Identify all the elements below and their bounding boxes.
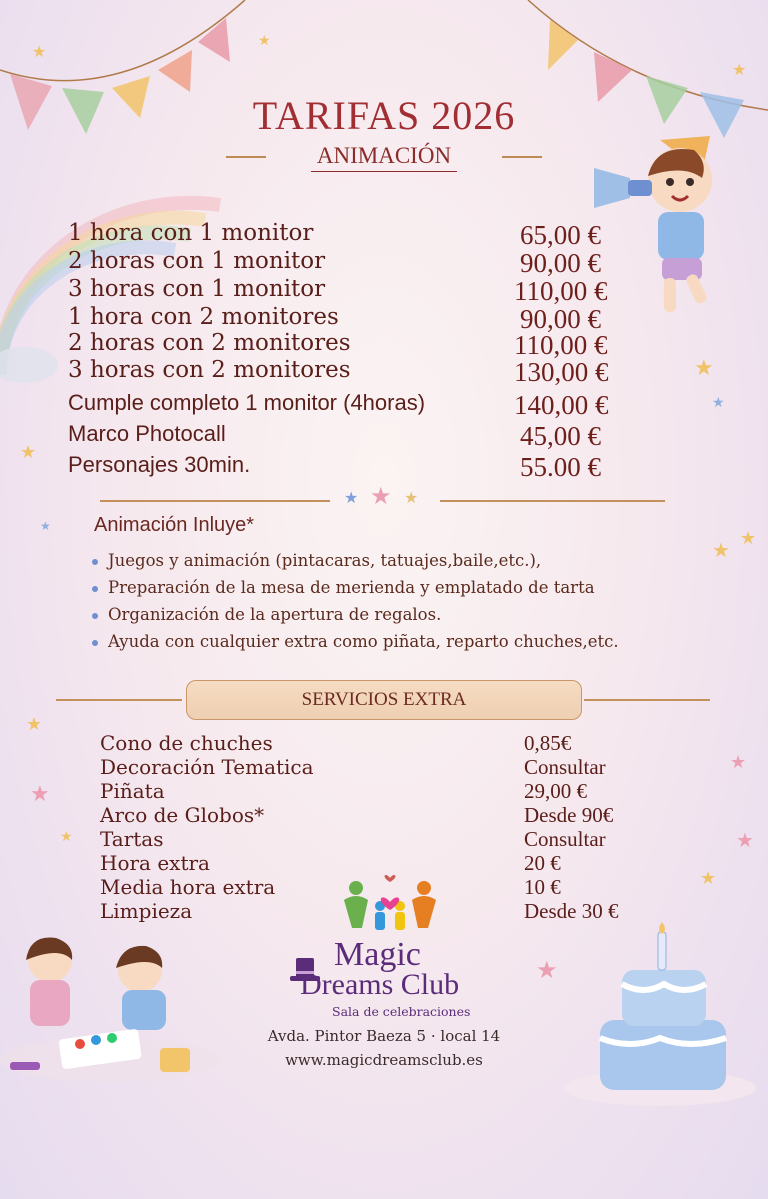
price-value: 45,00 €: [520, 421, 601, 451]
price-label: 1 hora con 1 monitor: [68, 220, 314, 246]
star-icon: ★: [732, 60, 747, 79]
extra-value: Consultar: [524, 755, 606, 779]
banner-line-right: [584, 699, 710, 701]
star-icon: ★: [258, 33, 271, 49]
price-label: Cumple completo 1 monitor (4horas): [68, 390, 426, 415]
price-value: 110,00 €: [514, 276, 608, 306]
list-item: Organización de la apertura de regalos.: [92, 605, 619, 632]
extra-label: Piñata: [100, 779, 165, 803]
includes-title: Animación Inluye*: [94, 514, 255, 536]
price-value: 65,00 €: [520, 220, 601, 250]
price-label: Marco Photocall: [68, 421, 226, 446]
extra-label: Hora extra: [100, 851, 210, 875]
price-value: 55.00 €: [520, 452, 601, 482]
star-icon: ★: [30, 782, 50, 807]
website-link[interactable]: www.magicdreamsclub.es: [285, 1051, 483, 1069]
address: Avda. Pintor Baeza 5 · local 14: [267, 1027, 501, 1045]
star-icon: ★: [730, 752, 747, 773]
extra-value: 29,00 €: [524, 779, 587, 803]
logo-tagline: Sala de celebraciones: [332, 1004, 471, 1019]
birthday-cake-illustration: [560, 920, 760, 1110]
price-row: [68, 390, 638, 418]
extra-row: [100, 779, 660, 803]
extra-row: [100, 731, 660, 755]
page-title: TARIFAS 2026: [252, 93, 516, 138]
page-subtitle: ANIMACIÓN: [311, 143, 457, 172]
price-row: [68, 248, 638, 276]
logo-text-magic: Magic: [334, 936, 421, 973]
extra-value: 10 €: [524, 875, 561, 899]
price-label: 3 horas con 1 monitor: [68, 276, 326, 302]
extra-label: Cono de chuches: [100, 731, 273, 755]
extra-value: 20 €: [524, 851, 561, 875]
banner-line-left: [56, 699, 182, 701]
price-row: [68, 304, 638, 332]
extra-value: Desde 90€: [524, 803, 614, 827]
price-label: 2 horas con 1 monitor: [68, 248, 326, 274]
list-item: Ayuda con cualquier extra como piñata, reparto chuches,etc.: [92, 632, 619, 659]
extra-value: 0,85€: [524, 731, 572, 755]
price-label: 3 horas con 2 monitores: [68, 357, 351, 383]
price-label: Personajes 30min.: [68, 452, 251, 477]
price-row: [68, 357, 638, 385]
extra-label: Arco de Globos*: [100, 803, 265, 827]
price-row: [68, 220, 638, 248]
star-icon: ★: [20, 442, 37, 463]
star-icon: ★: [370, 482, 392, 510]
section-divider-right: [440, 500, 665, 502]
star-icon: ★: [60, 829, 73, 845]
star-icon: ★: [32, 42, 47, 61]
star-icon: ★: [536, 956, 558, 984]
star-icon: ★: [736, 828, 754, 852]
includes-list: [92, 551, 619, 659]
price-label: 1 hora con 2 monitores: [68, 304, 339, 330]
star-icon: ★: [404, 488, 419, 507]
price-label: 2 horas con 2 monitores: [68, 330, 351, 356]
extra-row: [100, 803, 660, 827]
star-icon: ★: [344, 488, 359, 507]
price-value: 130,00 €: [514, 357, 609, 387]
star-icon: ★: [700, 868, 717, 889]
star-icon: ★: [694, 356, 714, 381]
price-row: [68, 452, 638, 480]
price-row: [68, 330, 638, 358]
price-row: [68, 276, 638, 304]
price-row: [68, 421, 638, 449]
extra-value: Consultar: [524, 827, 606, 851]
price-value: 90,00 €: [520, 304, 601, 334]
section-divider-left: [100, 500, 330, 502]
list-item: Juegos y animación (pintacaras, tatuajes,baile,etc.),: [92, 551, 619, 578]
extra-row: [100, 827, 660, 851]
price-value: 90,00 €: [520, 248, 601, 278]
kids-painting-illustration: [0, 930, 250, 1090]
star-icon: ★: [712, 538, 730, 562]
star-icon: ★: [712, 395, 725, 411]
extra-label: Tartas: [100, 827, 164, 851]
star-icon: ★: [40, 519, 51, 533]
price-value: 140,00 €: [514, 390, 609, 420]
list-item: Preparación de la mesa de merienda y emplatado de tarta: [92, 578, 619, 605]
extra-label: Decoración Tematica: [100, 755, 314, 779]
extra-value: Desde 30 €: [524, 899, 619, 923]
star-icon: ★: [740, 528, 757, 549]
price-value: 110,00 €: [514, 330, 608, 360]
logo-text-dreams-club: Dreams Club: [300, 968, 460, 1001]
extra-label: Media hora extra: [100, 875, 276, 899]
family-logo-icon: [340, 866, 440, 936]
extras-banner: SERVICIOS EXTRA: [186, 680, 582, 720]
extra-row: [100, 755, 660, 779]
star-icon: ★: [26, 714, 43, 735]
extra-label: Limpieza: [100, 899, 193, 923]
